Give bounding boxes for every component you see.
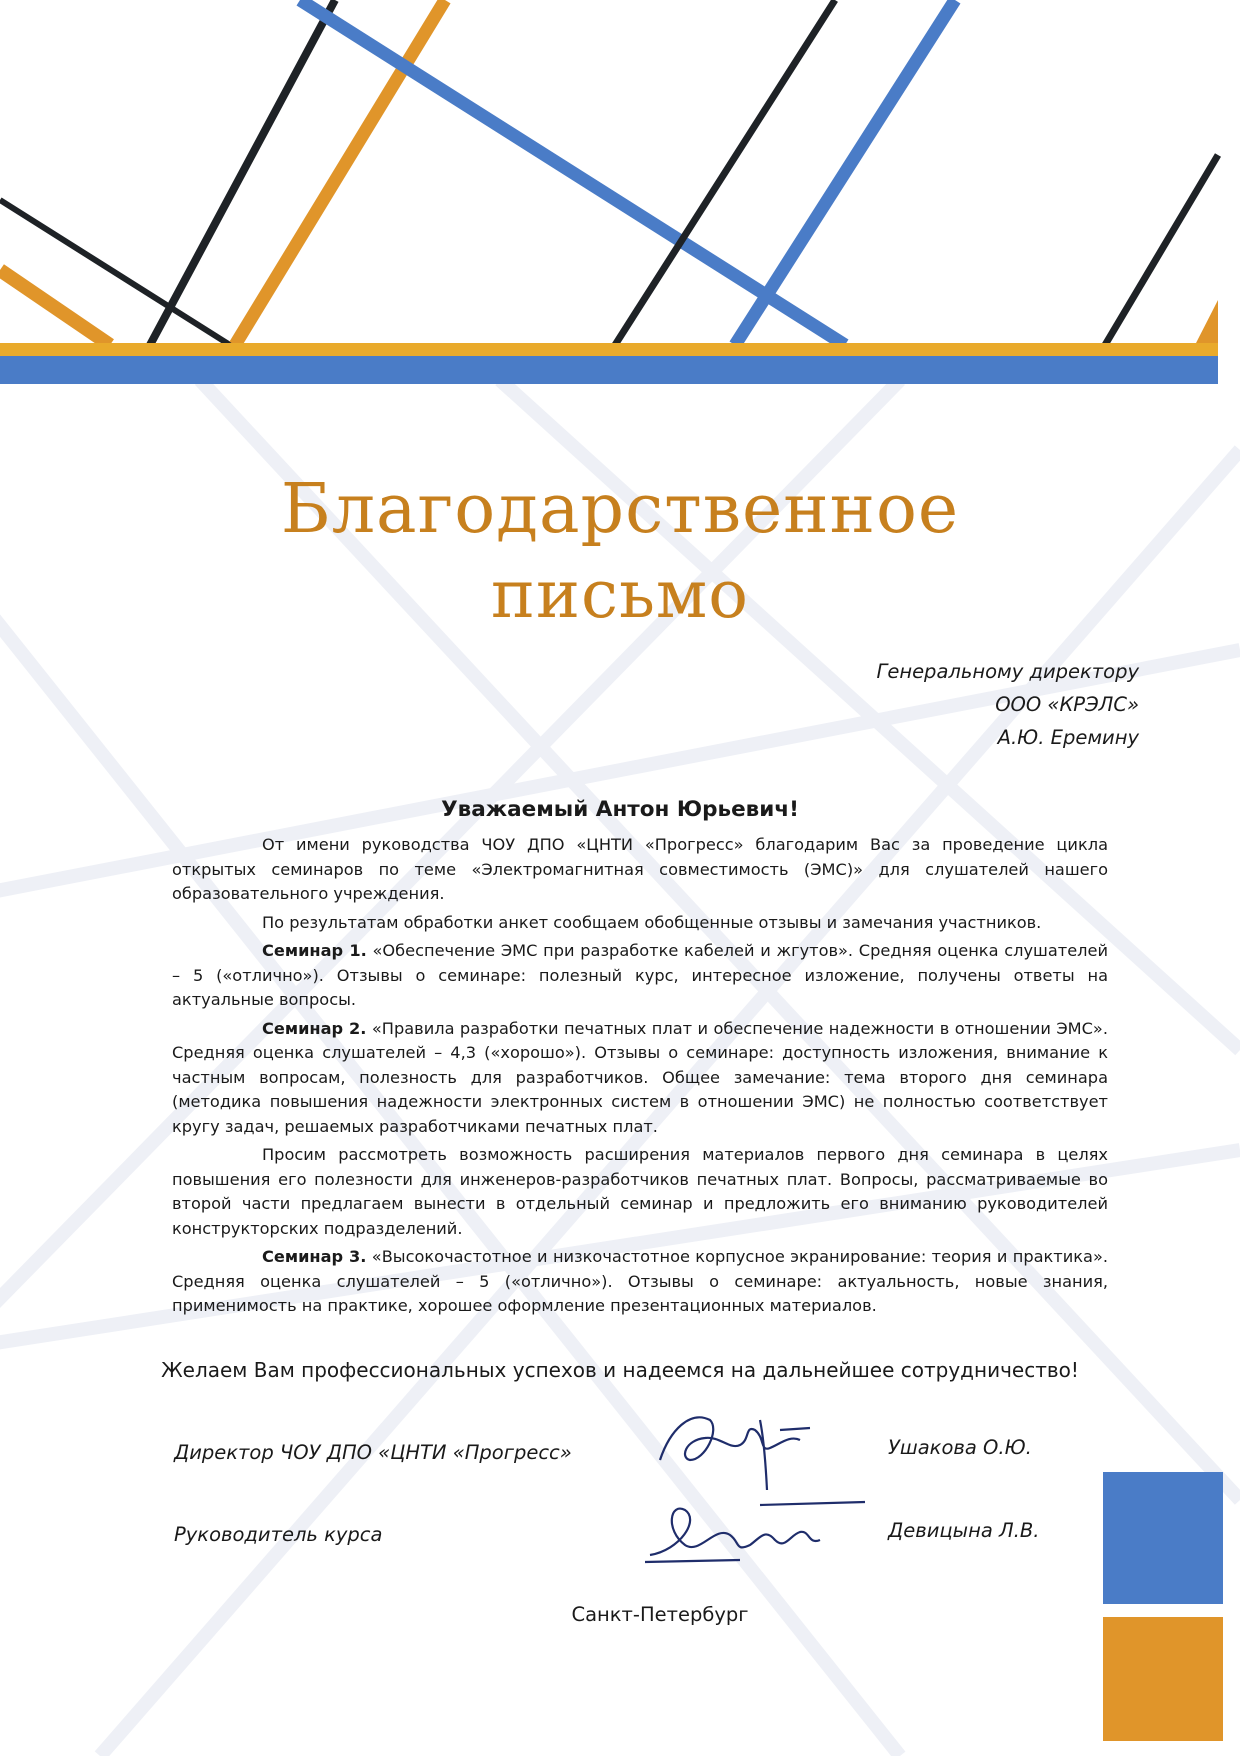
letter-subtitle: письмо (491, 556, 749, 633)
city: Санкт-Петербург (571, 1603, 749, 1626)
signatory-1-role: Директор ЧОУ ДПО «ЦНТИ «Прогресс» (174, 1441, 572, 1464)
paragraph-seminar-2 (172, 1017, 1108, 1140)
signature-2 (640, 1490, 870, 1570)
closing-line: Желаем Вам профессиональных успехов и надеемся на дальнейшее сотрудничество! (161, 1358, 1079, 1382)
recipient-position: Генеральному директору (876, 660, 1139, 683)
signature-1 (650, 1390, 830, 1500)
recipient-block (876, 655, 1139, 754)
seminar-3-label: Семинар 3. (262, 1247, 367, 1266)
recipient-name: А.Ю. Еремину (997, 726, 1139, 749)
paragraph-request: Просим рассмотреть возможность расширения материалов первого дня семинара в целях повышения его полезности для инженеров-разработчиков печатных плат. Вопросы, рассматриваемые во второй части предлагаем вынести в отдельный семинар и предложить его вниманию руководителей конструкторских подразделений. (172, 1145, 1108, 1238)
signatory-2-name: Девицына Л.В. (888, 1519, 1040, 1542)
signatory-2-role: Руководитель курса (174, 1523, 383, 1546)
paragraph-summary: По результатам обработки анкет сообщаем обобщенные отзывы и замечания участников. (262, 912, 1042, 932)
seminar-2-label: Семинар 2. (262, 1018, 367, 1038)
greeting: Уважаемый Антон Юрьевич! (441, 797, 799, 822)
seminar-3-text: «Высокочастотное и низкочастотное корпусное экранирование: теория и практика». Средняя оценка слушателей – 5 («отлично»). Отзывы о семинаре: актуальность, новые знания, применимость на практике, хорошее оформление презентационных материалов. (172, 1247, 1108, 1315)
blue-square (1103, 1472, 1223, 1604)
header-decoration (0, 0, 1218, 384)
paragraph-seminar-1 (172, 939, 1108, 1013)
seminar-1-text: «Обеспечение ЭМС при разработке кабелей и жгутов». Средняя оценка слушателей – 5 («отлично»). Отзывы о семинаре: полезный курс, интересное изложение, получены ответы на актуальные вопросы. (172, 941, 1108, 1009)
paragraph-intro: От имени руководства ЧОУ ДПО «ЦНТИ «Прогресс» благодарим Вас за проведение цикла открытых семинаров по теме «Электромагнитная совместимость (ЭМС)» для слушателей нашего образовательного учреждения. (172, 835, 1108, 903)
orange-square (1103, 1617, 1223, 1741)
letter-title: Благодарственное (280, 470, 960, 549)
signatory-1-name: Ушакова О.Ю. (888, 1436, 1032, 1459)
letter-body (172, 833, 1108, 1323)
seminar-1-label: Семинар 1. (262, 941, 367, 960)
paragraph-seminar-3 (172, 1245, 1108, 1319)
recipient-company: ООО «КРЭЛС» (995, 693, 1139, 716)
seminar-2-text: «Правила разработки печатных плат и обеспечение надежности в отношении ЭМС». Средняя оценка слушателей – 4,3 («хорошо»). Отзывы о семинаре: доступность изложения, внимание к частным вопросам, полезность для разработчиков. Общее замечание: тема второго дня семинара (методика повышения надежности электронных систем в отношении ЭМС) не полностью соответствует кругу задач, решаемых разработчиками печатных плат. (172, 1018, 1108, 1136)
